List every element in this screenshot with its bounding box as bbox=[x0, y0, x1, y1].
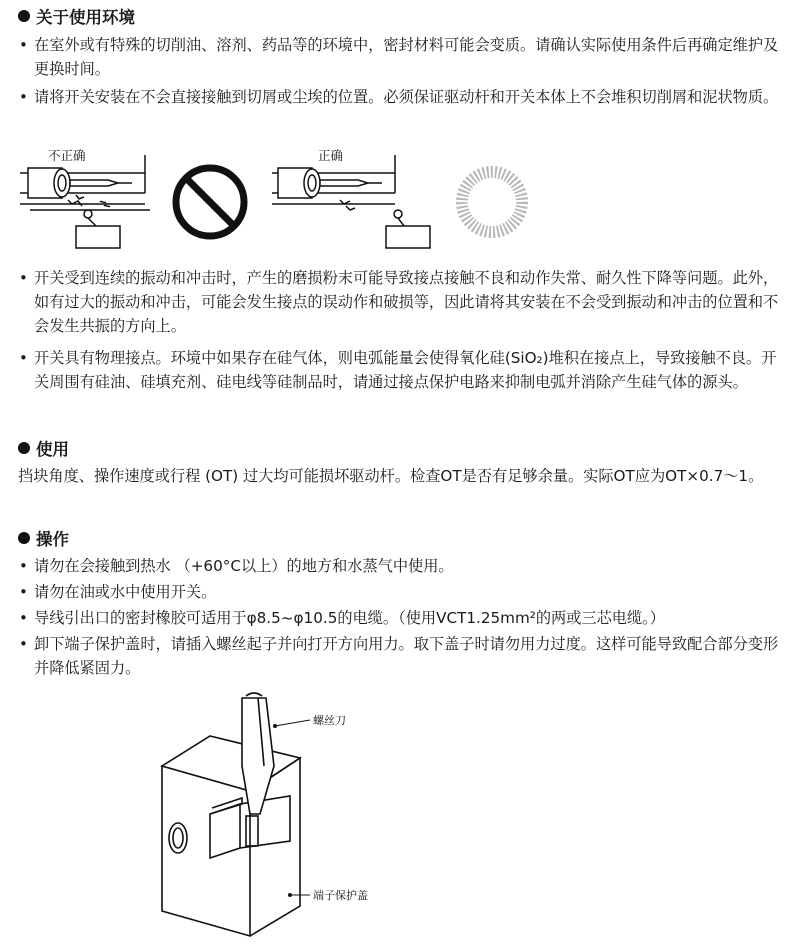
section-title: 使用 bbox=[36, 440, 69, 459]
bullet-dot-icon bbox=[18, 10, 30, 22]
switch-body-drawing bbox=[162, 736, 300, 936]
screwdriver-label: 螺丝刀 bbox=[313, 714, 346, 727]
section-title: 操作 bbox=[36, 530, 69, 549]
env-bullet-4: • 开关具有物理接点。环境中如果存在硅气体，则电弧能量会使得氧化硅(SiO₂)堆积在接点上，导致接触不良。开关周围有硅油、硅填充剂、硅电线等硅制品时，请通过接点保护电路来抑制电弧并消除产生硅气体的源头。 bbox=[18, 346, 788, 394]
ok-ring-icon bbox=[462, 172, 522, 232]
op-bullet-3: • 导线引出口的密封橡胶可适用于φ8.5~φ10.5的电缆。（使用VCT1.25mm²的两或三芯电缆。） bbox=[18, 606, 788, 630]
section-title: 关于使用环境 bbox=[36, 8, 135, 27]
section-heading-operation bbox=[18, 526, 69, 550]
env-bullet-1: • 在室外或有特殊的切削油、溶剂、药品等的环境中，密封材料可能会变质。请确认实际使用条件后再确定维护及更换时间。 bbox=[18, 33, 788, 81]
op-bullet-2: • 请勿在油或水中使用开关。 bbox=[18, 580, 788, 604]
bullet-dot-icon bbox=[18, 442, 30, 454]
terminal-cover-figure bbox=[150, 696, 410, 946]
mounting-figure bbox=[0, 140, 800, 260]
use-paragraph: 挡块角度、操作速度或行程 (OT) 过大均可能损坏驱动杆。检查OT是否有足够余量。实际OT应为OT×0.7～1。 bbox=[18, 467, 764, 485]
incorrect-label: 不正确 bbox=[48, 148, 86, 163]
screwdriver-drawing bbox=[242, 693, 274, 814]
section-heading-use bbox=[18, 436, 69, 460]
correct-mounting-drawing bbox=[272, 155, 430, 248]
incorrect-mounting-drawing bbox=[20, 155, 150, 248]
terminal-cover-label: 端子保护盖 bbox=[313, 889, 368, 902]
prohibited-icon bbox=[176, 168, 244, 236]
op-bullet-1: • 请勿在会接触到热水 （+60°C以上）的地方和水蒸气中使用。 bbox=[18, 554, 788, 578]
env-bullet-3: • 开关受到连续的振动和冲击时，产生的磨损粉末可能导致接点接触不良和动作失常、耐久性下降等问题。此外，如有过大的振动和冲击，可能会发生接点的误动作和破损等，因此请将其安装在不会受到振动和冲击的位置和不会发生共振的方向上。 bbox=[18, 266, 788, 338]
op-bullet-4: • 卸下端子保护盖时，请插入螺丝起子并向打开方向用力。取下盖子时请勿用力过度。这样可能导致配合部分变形并降低紧固力。 bbox=[18, 632, 788, 680]
section-heading-environment bbox=[18, 4, 135, 28]
env-bullet-2: • 请将开关安装在不会直接接触到切屑或尘埃的位置。必须保证驱动杆和开关本体上不会堆积切削屑和泥状物质。 bbox=[18, 85, 788, 109]
bullet-dot-icon bbox=[18, 532, 30, 544]
correct-label: 正确 bbox=[318, 148, 344, 163]
